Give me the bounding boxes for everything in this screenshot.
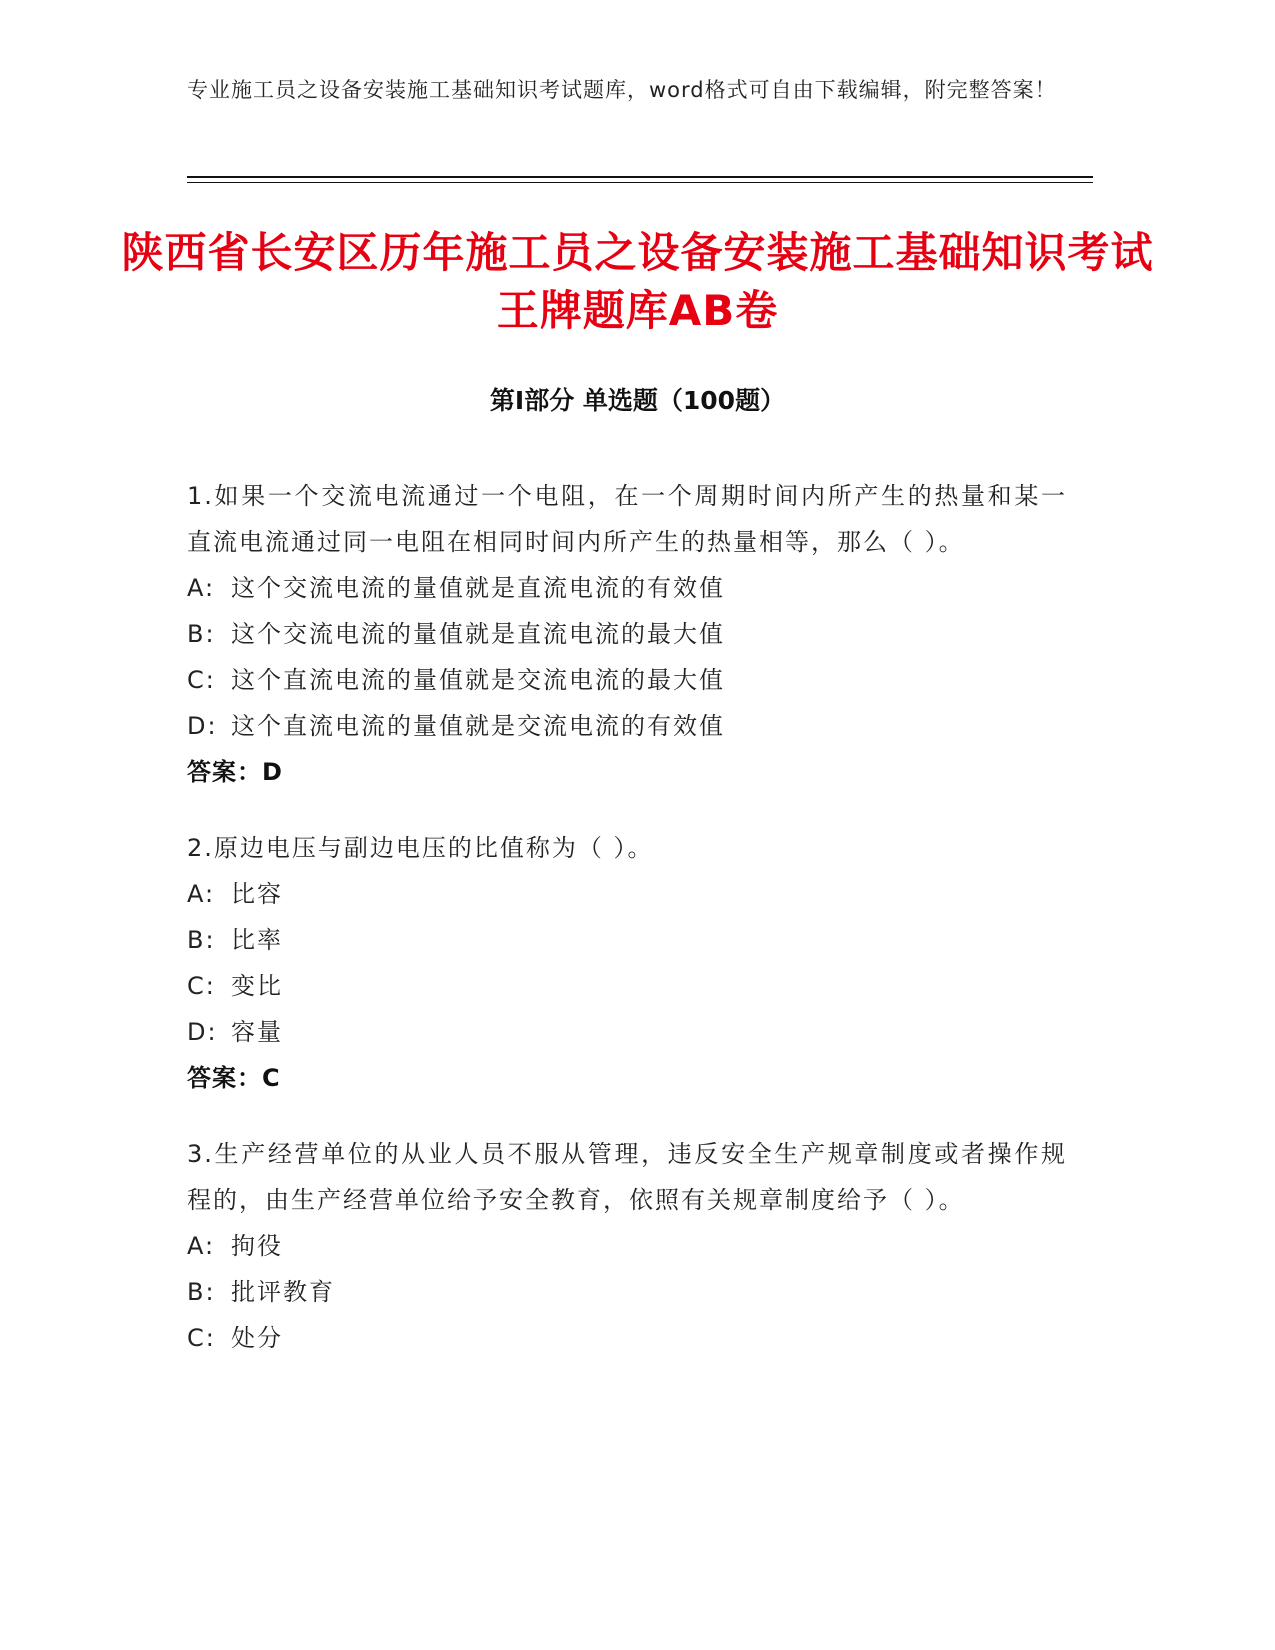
answer-line: 答案：D [187,758,283,786]
option-text: 这个交流电流的量值就是直流电流的最大值 [231,620,725,648]
question-list [187,473,1067,1391]
option-b [187,611,1067,657]
question-stem: 1.如果一个交流电流通过一个电阻，在一个周期时间内所产生的热量和某一直流电流通过同一电阻在相同时间内所产生的热量相等，那么（ ）。 [187,482,1067,556]
option-letter: C: [187,972,216,1000]
option-text: 这个直流电流的量值就是交流电流的最大值 [231,666,725,694]
option-d [187,1009,1067,1055]
answer-line: 答案：C [187,1064,281,1092]
option-text: 比率 [231,926,283,954]
option-letter: B: [187,926,216,954]
option-letter: A: [187,574,216,602]
option-letter: D: [187,712,218,740]
option-b [187,1269,1067,1315]
option-text: 处分 [231,1324,283,1352]
option-c [187,657,1067,703]
option-a [187,565,1067,611]
document-title: 陕西省长安区历年施工员之设备安装施工基础知识考试王牌题库AB卷 [121,228,1154,335]
option-a [187,871,1067,917]
question-1 [187,473,1067,795]
option-b [187,917,1067,963]
option-letter: B: [187,620,216,648]
option-letter: D: [187,1018,218,1046]
option-text: 容量 [231,1018,283,1046]
option-c [187,963,1067,1009]
option-letter: C: [187,666,216,694]
header-divider-thin [187,182,1093,183]
option-a [187,1223,1067,1269]
option-c [187,1315,1067,1361]
option-d [187,703,1067,749]
question-stem: 3.生产经营单位的从业人员不服从管理，违反安全生产规章制度或者操作规程的，由生产经营单位给予安全教育，依照有关规章制度给予（ ）。 [187,1140,1067,1214]
option-text: 比容 [231,880,283,908]
option-text: 这个交流电流的量值就是直流电流的有效值 [231,574,725,602]
question-stem: 2.原边电压与副边电压的比值称为（ ）。 [187,834,654,862]
option-text: 拘役 [231,1232,283,1260]
option-text: 批评教育 [231,1278,335,1306]
header-divider [187,176,1093,178]
option-text: 变比 [231,972,283,1000]
option-letter: A: [187,1232,216,1260]
header-note: 专业施工员之设备安装施工基础知识考试题库，word格式可自由下载编辑，附完整答案！ [187,78,1057,102]
option-letter: A: [187,880,216,908]
question-2 [187,825,1067,1101]
section-heading: 第I部分 单选题（100题） [489,386,786,415]
option-letter: C: [187,1324,216,1352]
option-text: 这个直流电流的量值就是交流电流的有效值 [231,712,725,740]
question-3 [187,1131,1067,1361]
option-letter: B: [187,1278,216,1306]
